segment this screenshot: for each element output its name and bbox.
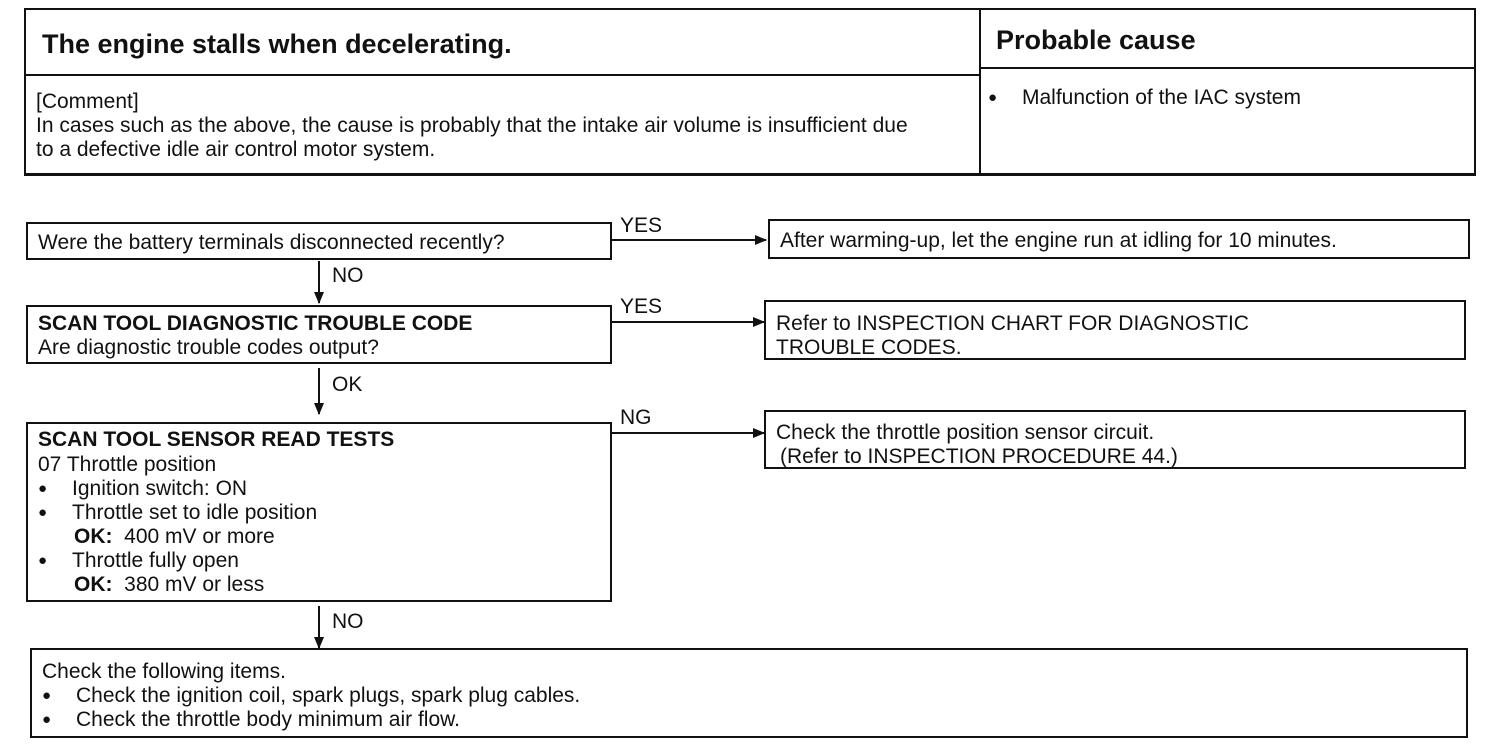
dtc-question: Are diagnostic trouble codes output? — [38, 336, 379, 359]
dtc-yes-result-line-2: TROUBLE CODES. — [776, 336, 962, 359]
dtc-yes-label: YES — [620, 295, 663, 318]
sensor-bullet-2-text: Throttle set to idle position — [72, 501, 318, 524]
sensor-bullet-1-text: Ignition switch: ON — [72, 477, 248, 500]
dtc-box — [26, 305, 612, 364]
sensor-title: SCAN TOOL SENSOR READ TESTS — [38, 428, 395, 451]
comment-label: [Comment] — [36, 90, 139, 113]
final-bullet-2-text: Check the throttle body minimum air flow. — [76, 708, 460, 731]
battery-question: Were the battery terminals disconnected recently? — [38, 231, 505, 254]
final-bullet-1-text: Check the ignition coil, spark plugs, spark plug cables. — [76, 684, 581, 707]
sensor-bullet-3-text: Throttle fully open — [72, 549, 239, 572]
sensor-bullet-3 — [38, 549, 239, 575]
sensor-bullet-1 — [38, 477, 247, 503]
sensor-box — [26, 422, 612, 602]
final-line-1: Check the following items. — [42, 660, 286, 683]
final-bullet-2 — [42, 708, 460, 734]
sensor-ok-1 — [74, 525, 275, 549]
final-bullet-1 — [42, 684, 580, 710]
probable-cause-title: Probable cause — [996, 25, 1196, 55]
sensor-ok-1-value: 400 mV or more — [124, 525, 275, 548]
dtc-ok-label: OK — [332, 373, 363, 396]
dtc-yes-result-line-1: Refer to INSPECTION CHART FOR DIAGNOSTIC — [776, 312, 1249, 335]
battery-question-box — [26, 222, 612, 260]
dtc-yes-result-box — [764, 300, 1466, 360]
sensor-item: 07 Throttle position — [38, 453, 217, 476]
sensor-bullet-2 — [38, 501, 317, 527]
sensor-ng-label: NG — [620, 406, 652, 429]
bullet-icon — [38, 477, 72, 503]
page-title: The engine stalls when decelerating. — [42, 29, 512, 59]
battery-yes-result-box — [768, 219, 1470, 259]
dtc-title: SCAN TOOL DIAGNOSTIC TROUBLE CODE — [38, 312, 473, 335]
bullet-icon — [38, 549, 72, 575]
ok-key: OK: — [74, 573, 113, 596]
sensor-ng-result-box — [764, 410, 1466, 469]
ok-key: OK: — [74, 525, 113, 548]
bullet-icon — [42, 708, 76, 734]
sensor-ng-result-line-2: (Refer to INSPECTION PROCEDURE 44.) — [780, 445, 1178, 468]
comment-line-1: In cases such as the above, the cause is probably that the intake air volume is insufficient due — [36, 114, 908, 137]
sensor-ok-2 — [74, 573, 264, 597]
battery-yes-label: YES — [620, 214, 663, 237]
comment-line-2: to a defective idle air control motor system. — [36, 138, 436, 161]
bullet-icon — [38, 501, 72, 527]
battery-no-label: NO — [332, 264, 364, 287]
cause-item-text: Malfunction of the IAC system — [1022, 86, 1301, 109]
bullet-icon — [42, 684, 76, 710]
sensor-ng-result-line-1: Check the throttle position sensor circuit. — [776, 421, 1155, 444]
sensor-no-label: NO — [332, 610, 364, 633]
final-check-box — [30, 648, 1468, 738]
sensor-ok-2-value: 380 mV or less — [124, 573, 265, 596]
battery-yes-result: After warming-up, let the engine run at idling for 10 minutes. — [780, 229, 1337, 252]
